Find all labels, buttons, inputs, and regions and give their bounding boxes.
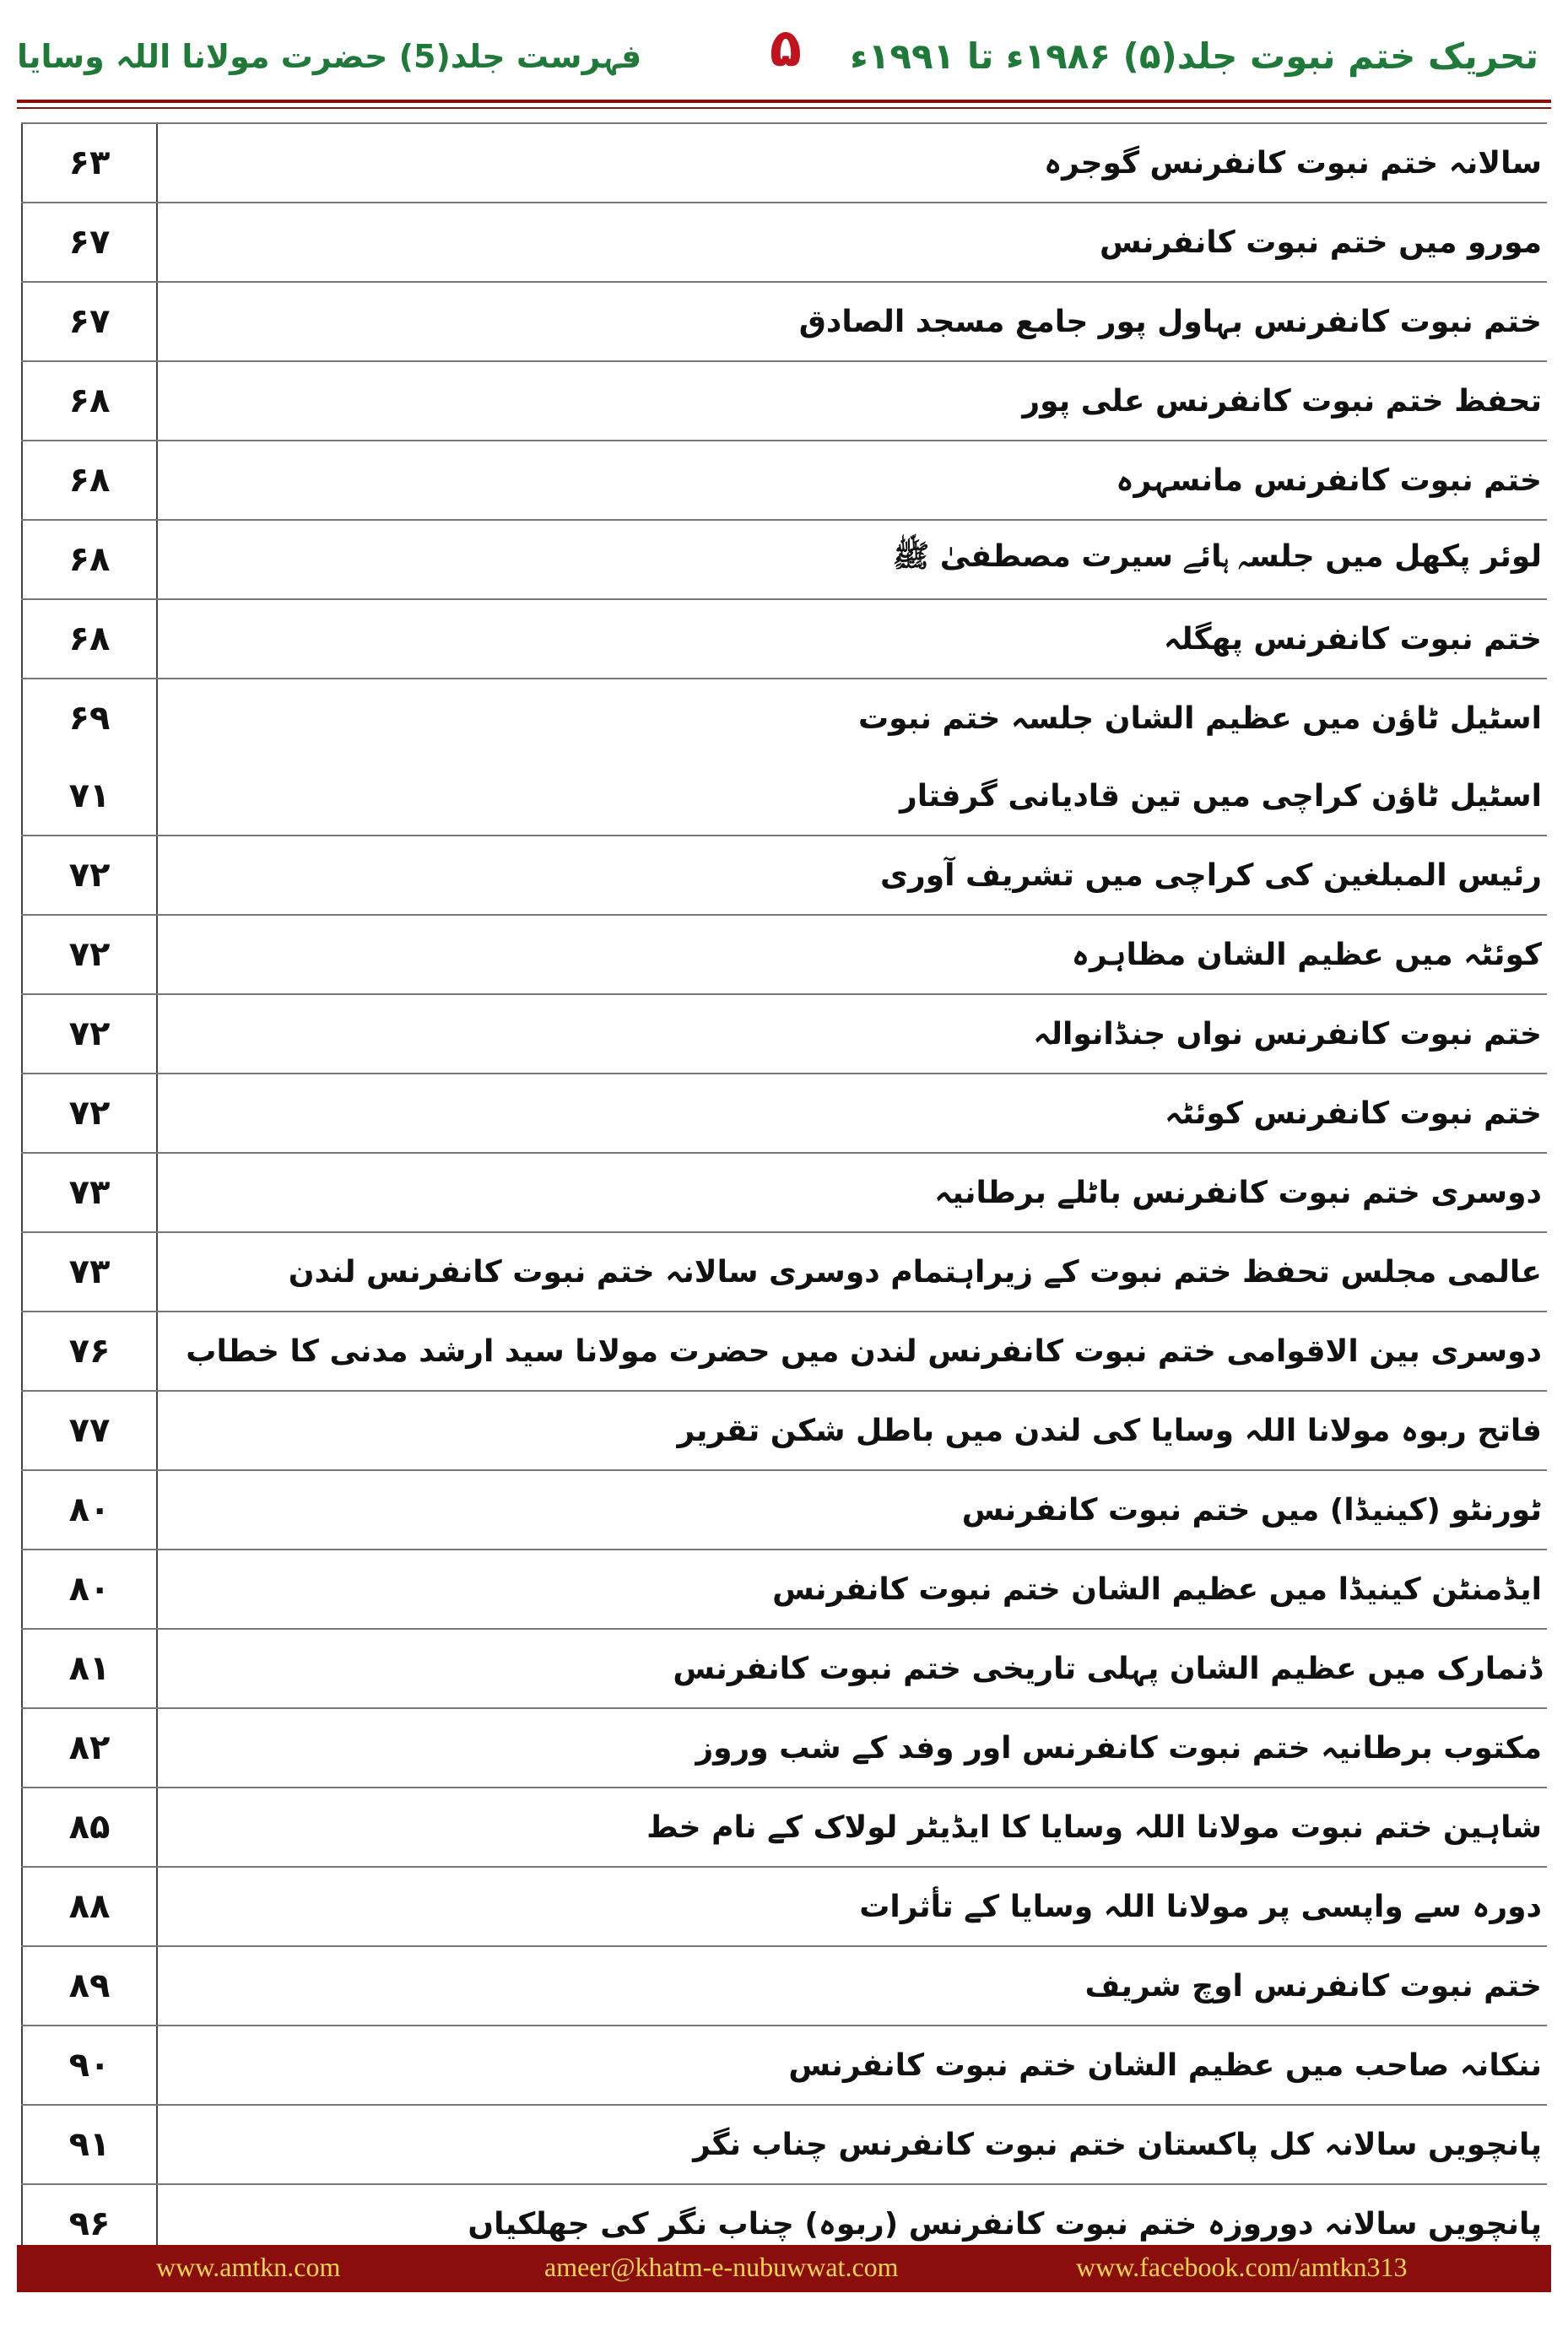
table-row	[21, 1707, 1547, 1787]
toc-page-number: ۶۹	[21, 679, 158, 757]
footer-email[interactable]: ameer@khatm-e-nubuwwat.com	[544, 2252, 899, 2282]
toc-entry-title: مورو میں ختم نبوت کانفرنس	[1100, 224, 1542, 260]
table-row	[21, 914, 1547, 993]
toc-entry-title: عالمی مجلس تحفظ ختم نبوت کے زیراہتمام دوسری سالانہ ختم نبوت کانفرنس لندن	[288, 1254, 1542, 1290]
header-divider	[17, 100, 1551, 103]
page-footer	[17, 2245, 1551, 2292]
toc-page-number: ۶۸	[21, 441, 158, 519]
table-row	[21, 519, 1547, 598]
toc-entry-title: پانچویں سالانہ دوروزہ ختم نبوت کانفرنس (ربوہ) چناب نگر کی جھلکیاں	[468, 2206, 1542, 2242]
table-row	[21, 1231, 1547, 1311]
table-row	[21, 678, 1547, 757]
section-title: فہرست جلد(5) حضرت مولانا اللہ وسایا	[17, 38, 642, 75]
toc-entry-title: ختم نبوت کانفرنس پھگلہ	[1163, 621, 1542, 657]
table-row	[21, 2104, 1547, 2183]
toc-page-number: ۶۳	[21, 124, 158, 202]
toc-entry-title: تحفظ ختم نبوت کانفرنس علی پور	[1022, 383, 1542, 419]
toc-page-number: ۷۲	[21, 995, 158, 1073]
toc-entry-title: ایڈمنٹن کینیڈا میں عظیم الشان ختم نبوت کانفرنس	[772, 1571, 1542, 1607]
toc-entry-title: ختم نبوت کانفرنس بہاول پور جامع مسجد الصادق	[798, 304, 1542, 339]
table-row	[21, 440, 1547, 519]
table-row	[21, 1390, 1547, 1469]
toc-page-number: ۷۲	[21, 836, 158, 914]
page-number: ۵	[770, 17, 802, 78]
table-row	[21, 1311, 1547, 1390]
header-divider-thin	[17, 107, 1551, 109]
book-title: تحریک ختم نبوت جلد(۵) ۱۹۸۶ء تا ۱۹۹۱ء	[850, 35, 1538, 77]
footer-website[interactable]: www.amtkn.com	[156, 2252, 341, 2282]
toc-entry-title: کوئٹہ میں عظیم الشان مظاہرہ	[1071, 937, 1542, 972]
toc-entry-title: اسٹیل ٹاؤن میں عظیم الشان جلسہ ختم نبوت	[857, 700, 1542, 736]
table-row	[21, 1469, 1547, 1549]
toc-entry-title: ختم نبوت کانفرنس اوچ شریف	[1084, 1968, 1542, 2004]
toc-entry-title: دورہ سے واپسی پر مولانا اللہ وسایا کے تأثرات	[859, 1889, 1542, 1924]
toc-entry-title: رئیس المبلغین کی کراچی میں تشریف آوری	[880, 857, 1542, 893]
toc-page-number: ۷۲	[21, 916, 158, 993]
toc-page-number: ۹۰	[21, 2026, 158, 2104]
table-row	[21, 1073, 1547, 1152]
table-row	[21, 2025, 1547, 2104]
toc-entry-title: ننکانہ صاحب میں عظیم الشان ختم نبوت کانفرنس	[788, 2047, 1542, 2083]
toc-page-number: ۷۳	[21, 1233, 158, 1311]
toc-page-number: ۸۰	[21, 1550, 158, 1628]
page-header	[0, 0, 1568, 105]
toc-entry-title: دوسری بین الاقوامی ختم نبوت کانفرنس لندن میں حضرت مولانا سید ارشد مدنی کا خطاب	[186, 1333, 1542, 1369]
table-row	[21, 1549, 1547, 1628]
table-row	[21, 1152, 1547, 1231]
toc-page-number: ۹۶	[21, 2185, 158, 2263]
toc-entry-title: ختم نبوت کانفرنس نواں جنڈانوالہ	[1033, 1016, 1542, 1052]
table-row	[21, 835, 1547, 914]
table-row	[21, 993, 1547, 1073]
table-of-contents	[21, 122, 1547, 2243]
table-row	[21, 757, 1547, 835]
toc-page-number: ۸۸	[21, 1868, 158, 1945]
toc-entry-title: دوسری ختم نبوت کانفرنس باٹلے برطانیہ	[934, 1175, 1542, 1210]
toc-page-number: ۶۸	[21, 600, 158, 678]
toc-entry-title: ٹورنٹو (کینیڈا) میں ختم نبوت کانفرنس	[961, 1492, 1542, 1528]
table-row	[21, 202, 1547, 281]
toc-entry-title: فاتح ربوہ مولانا اللہ وسایا کی لندن میں باطل شکن تقریر	[677, 1413, 1542, 1448]
table-row	[21, 1787, 1547, 1866]
toc-page-number: ۸۰	[21, 1471, 158, 1549]
toc-page-number: ۷۳	[21, 1154, 158, 1231]
toc-page-number: ۸۱	[21, 1630, 158, 1707]
table-row	[21, 598, 1547, 678]
toc-entry-title: پانچویں سالانہ کل پاکستان ختم نبوت کانفرنس چناب نگر	[693, 2127, 1542, 2162]
toc-entry-title: سالانہ ختم نبوت کانفرنس گوجرہ	[1044, 145, 1542, 181]
table-row	[21, 1866, 1547, 1945]
toc-page-number: ۶۸	[21, 362, 158, 440]
toc-page-number: ۶۷	[21, 203, 158, 281]
toc-page-number: ۷۱	[21, 757, 158, 835]
table-row	[21, 122, 1547, 202]
toc-page-number: ۷۶	[21, 1312, 158, 1390]
toc-page-number: ۶۷	[21, 283, 158, 360]
toc-entry-title: ڈنمارک میں عظیم الشان پہلی تاریخی ختم نبوت کانفرنس	[673, 1651, 1542, 1686]
toc-entry-title: مکتوب برطانیہ ختم نبوت کانفرنس اور وفد کے شب وروز	[695, 1730, 1542, 1766]
toc-entry-title: اسٹیل ٹاؤن کراچی میں تین قادیانی گرفتار	[899, 778, 1542, 814]
table-row	[21, 281, 1547, 360]
toc-page-number: ۸۵	[21, 1788, 158, 1866]
toc-page-number: ۷۷	[21, 1392, 158, 1469]
footer-facebook[interactable]: www.facebook.com/amtkn313	[1076, 2252, 1408, 2282]
toc-page-number: ۹۱	[21, 2106, 158, 2183]
toc-entry-title: ختم نبوت کانفرنس مانسہرہ	[1116, 462, 1542, 498]
toc-entry-title: ختم نبوت کانفرنس کوئٹہ	[1165, 1095, 1542, 1131]
table-row	[21, 1945, 1547, 2025]
table-row	[21, 360, 1547, 440]
table-row	[21, 1628, 1547, 1707]
toc-page-number: ۸۹	[21, 1947, 158, 2025]
toc-page-number: ۶۸	[21, 521, 158, 598]
toc-page-number: ۷۲	[21, 1074, 158, 1152]
toc-entry-title: شاہین ختم نبوت مولانا اللہ وسایا کا ایڈیٹر لولاک کے نام خط	[646, 1809, 1542, 1845]
toc-page-number: ۸۲	[21, 1709, 158, 1787]
toc-entry-title: لوئر پکھل میں جلسہ ہائے سیرت مصطفیٰ ﷺ	[892, 539, 1542, 574]
